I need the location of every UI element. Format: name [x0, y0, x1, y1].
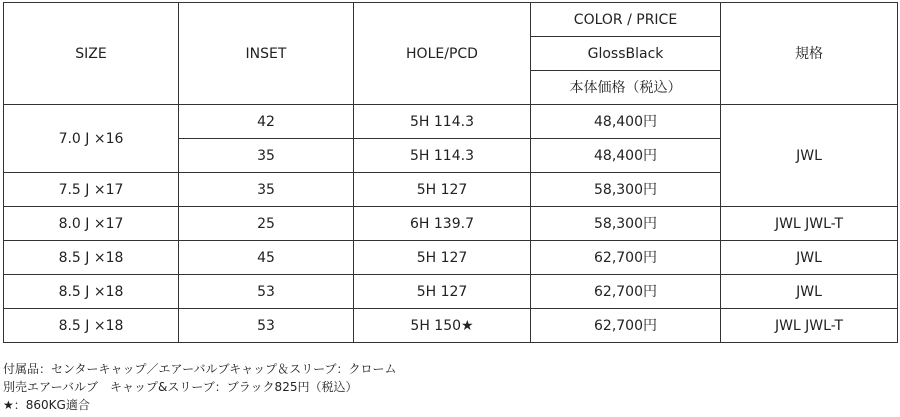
table-row	[4, 275, 898, 309]
header-color-price: COLOR / PRICE	[531, 3, 721, 37]
cell-standard: JWL	[721, 105, 898, 207]
spec-table	[3, 2, 898, 343]
cell-inset: 45	[179, 241, 354, 275]
cell-size: 7.0 J ×16	[4, 105, 179, 173]
note-sold-separately: 別売エアーバルブ キャップ&スリーブ：ブラック825円（税込）	[3, 380, 358, 394]
cell-price: 58,300円	[531, 207, 721, 241]
cell-hole-pcd: 5H 150★	[354, 309, 531, 343]
cell-size: 8.5 J ×18	[4, 241, 179, 275]
cell-inset: 53	[179, 275, 354, 309]
cell-hole-pcd: 5H 114.3	[354, 139, 531, 173]
cell-inset: 53	[179, 309, 354, 343]
cell-inset: 42	[179, 105, 354, 139]
cell-standard: JWL	[721, 275, 898, 309]
header-size: SIZE	[4, 3, 179, 105]
table-row	[4, 105, 898, 139]
cell-price: 48,400円	[531, 139, 721, 173]
header-hole-pcd: HOLE/PCD	[354, 3, 531, 105]
cell-hole-pcd: 5H 127	[354, 241, 531, 275]
table-row	[4, 241, 898, 275]
header-color: GlossBlack	[531, 37, 721, 71]
cell-price: 62,700円	[531, 241, 721, 275]
cell-inset: 25	[179, 207, 354, 241]
cell-hole-pcd: 6H 139.7	[354, 207, 531, 241]
cell-inset: 35	[179, 173, 354, 207]
cell-price: 62,700円	[531, 275, 721, 309]
cell-price: 48,400円	[531, 105, 721, 139]
cell-standard: JWL JWL-T	[721, 309, 898, 343]
cell-size: 8.5 J ×18	[4, 275, 179, 309]
cell-hole-pcd: 5H 127	[354, 275, 531, 309]
note-accessories: 付属品：センターキャップ／エアーバルブキャップ＆スリーブ：クローム	[3, 362, 397, 376]
cell-size: 8.5 J ×18	[4, 309, 179, 343]
table-row	[4, 309, 898, 343]
header-inset: INSET	[179, 3, 354, 105]
cell-hole-pcd: 5H 127	[354, 173, 531, 207]
table-row	[4, 207, 898, 241]
cell-size: 7.5 J ×17	[4, 173, 179, 207]
cell-inset: 35	[179, 139, 354, 173]
cell-hole-pcd: 5H 114.3	[354, 105, 531, 139]
note-load-rating: ★：860KG適合	[3, 398, 90, 412]
cell-price: 58,300円	[531, 173, 721, 207]
header-standard: 規格	[721, 3, 898, 105]
footnotes	[3, 360, 396, 414]
cell-size: 8.0 J ×17	[4, 207, 179, 241]
cell-standard: JWL	[721, 241, 898, 275]
cell-price: 62,700円	[531, 309, 721, 343]
header-price-label: 本体価格（税込）	[531, 71, 721, 105]
cell-standard: JWL JWL-T	[721, 207, 898, 241]
